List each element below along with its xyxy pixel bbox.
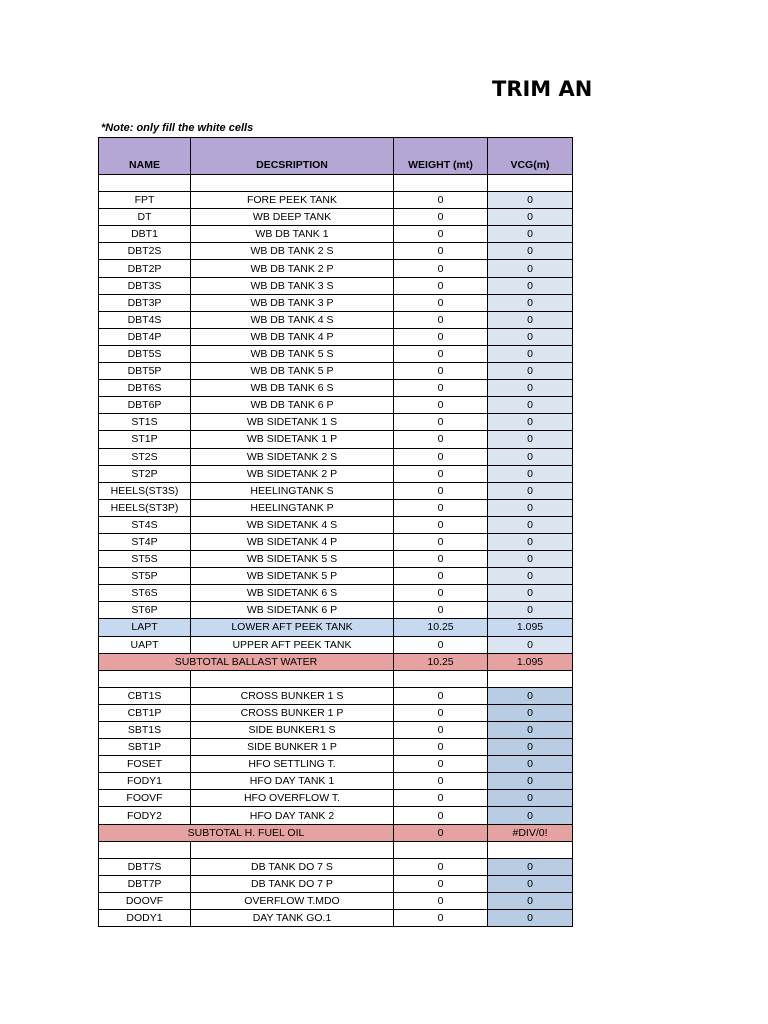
tank-description-cell: OVERFLOW T.MDO	[191, 892, 394, 909]
subtotal-label: SUBTOTAL H. FUEL OIL	[99, 824, 394, 841]
tank-description-cell: WB SIDETANK 1 S	[191, 414, 394, 431]
table-row	[99, 875, 573, 892]
header-row	[99, 138, 573, 175]
table-row	[99, 260, 573, 277]
tank-description-cell: FORE PEEK TANK	[191, 192, 394, 209]
tank-description-cell: SIDE BUNKER1 S	[191, 722, 394, 739]
vcg-cell: 0	[488, 226, 573, 243]
vcg-cell: 0	[488, 345, 573, 362]
tank-name-cell: SBT1P	[99, 739, 191, 756]
tank-name-cell: FODY1	[99, 773, 191, 790]
vcg-cell: 0	[488, 192, 573, 209]
vcg-cell: 0	[488, 243, 573, 260]
vcg-cell: 0	[488, 397, 573, 414]
vcg-cell: 0	[488, 499, 573, 516]
spacer-cell	[191, 670, 394, 687]
tank-description-cell: HEELINGTANK S	[191, 482, 394, 499]
tank-name-cell: FODY2	[99, 807, 191, 824]
tank-description-cell: HFO DAY TANK 1	[191, 773, 394, 790]
vcg-cell: 0	[488, 431, 573, 448]
spacer-cell	[99, 841, 191, 858]
vcg-cell: 0	[488, 533, 573, 550]
weight-cell[interactable]: 0	[394, 243, 488, 260]
weight-cell[interactable]: 0	[394, 465, 488, 482]
vcg-cell: 0	[488, 363, 573, 380]
vcg-cell: 0	[488, 687, 573, 704]
vcg-cell: 0	[488, 910, 573, 927]
vcg-cell: 0	[488, 875, 573, 892]
weight-cell[interactable]: 0	[394, 773, 488, 790]
table-row	[99, 756, 573, 773]
table-row	[99, 499, 573, 516]
weight-cell[interactable]: 0	[394, 892, 488, 909]
weight-cell[interactable]: 0	[394, 790, 488, 807]
tank-description-cell: WB SIDETANK 5 S	[191, 551, 394, 568]
spacer-cell	[191, 175, 394, 192]
table-row	[99, 533, 573, 550]
table-row	[99, 414, 573, 431]
tank-table	[98, 137, 573, 927]
spacer-cell	[99, 670, 191, 687]
tank-description-cell: WB DB TANK 6 S	[191, 380, 394, 397]
vcg-cell: 0	[488, 414, 573, 431]
tank-name-cell: DOOVF	[99, 892, 191, 909]
table-row	[99, 739, 573, 756]
tank-name-cell: UAPT	[99, 636, 191, 653]
table-row	[99, 704, 573, 721]
spacer-cell	[394, 841, 488, 858]
vcg-cell: 0	[488, 482, 573, 499]
tank-description-cell: WB DB TANK 3 S	[191, 277, 394, 294]
weight-cell[interactable]: 0	[394, 704, 488, 721]
tank-description-cell: DAY TANK GO.1	[191, 910, 394, 927]
tank-description-cell: HFO OVERFLOW T.	[191, 790, 394, 807]
header-name: NAME	[99, 138, 191, 175]
weight-cell[interactable]: 0	[394, 294, 488, 311]
table-row	[99, 892, 573, 909]
vcg-cell: 0	[488, 704, 573, 721]
weight-cell[interactable]: 0	[394, 875, 488, 892]
vcg-cell: 1.095	[488, 619, 573, 636]
table-row	[99, 687, 573, 704]
tank-description-cell: WB SIDETANK 6 P	[191, 602, 394, 619]
tank-name-cell: DBT1	[99, 226, 191, 243]
spacer-cell	[488, 175, 573, 192]
spacer-cell	[394, 175, 488, 192]
tank-name-cell: DBT4S	[99, 311, 191, 328]
vcg-cell: 0	[488, 448, 573, 465]
tank-description-cell: WB DB TANK 4 S	[191, 311, 394, 328]
tank-name-cell: DBT4P	[99, 328, 191, 345]
vcg-cell: 0	[488, 465, 573, 482]
tank-description-cell: DB TANK DO 7 S	[191, 858, 394, 875]
table-row	[99, 551, 573, 568]
weight-cell[interactable]: 0	[394, 277, 488, 294]
tank-name-cell: ST5P	[99, 568, 191, 585]
weight-cell[interactable]: 0	[394, 380, 488, 397]
tank-name-cell: ST1P	[99, 431, 191, 448]
vcg-cell: 0	[488, 585, 573, 602]
tank-name-cell: ST1S	[99, 414, 191, 431]
tank-description-cell: LOWER AFT PEEK TANK	[191, 619, 394, 636]
weight-cell[interactable]: 0	[394, 414, 488, 431]
weight-cell[interactable]: 0	[394, 551, 488, 568]
tank-description-cell: WB DB TANK 5 S	[191, 345, 394, 362]
tank-description-cell: DB TANK DO 7 P	[191, 875, 394, 892]
header-vcg: VCG(m)	[488, 138, 573, 175]
tank-description-cell: HFO DAY TANK 2	[191, 807, 394, 824]
subtotal-vcg: #DIV/0!	[488, 824, 573, 841]
tank-description-cell: WB DB TANK 2 P	[191, 260, 394, 277]
table-row	[99, 448, 573, 465]
tank-name-cell: DBT7P	[99, 875, 191, 892]
vcg-cell: 0	[488, 790, 573, 807]
vcg-cell: 0	[488, 773, 573, 790]
spacer-cell	[394, 670, 488, 687]
table-row	[99, 585, 573, 602]
weight-cell[interactable]: 0	[394, 482, 488, 499]
tank-description-cell: HFO SETTLING T.	[191, 756, 394, 773]
tank-description-cell: WB SIDETANK 4 S	[191, 516, 394, 533]
tank-name-cell: DODY1	[99, 910, 191, 927]
weight-cell[interactable]: 0	[394, 687, 488, 704]
table-row	[99, 858, 573, 875]
tank-name-cell: LAPT	[99, 619, 191, 636]
weight-cell[interactable]: 0	[394, 363, 488, 380]
tank-name-cell: ST4S	[99, 516, 191, 533]
tank-name-cell: ST6S	[99, 585, 191, 602]
vcg-cell: 0	[488, 380, 573, 397]
vcg-cell: 0	[488, 277, 573, 294]
weight-cell[interactable]: 10.25	[394, 619, 488, 636]
table-row	[99, 516, 573, 533]
vcg-cell: 0	[488, 516, 573, 533]
weight-cell[interactable]: 0	[394, 910, 488, 927]
table-row	[99, 431, 573, 448]
tank-name-cell: ST2P	[99, 465, 191, 482]
tank-name-cell: DBT2P	[99, 260, 191, 277]
table-row	[99, 465, 573, 482]
tank-description-cell: WB SIDETANK 6 S	[191, 585, 394, 602]
weight-cell[interactable]: 0	[394, 585, 488, 602]
subtotal-weight: 0	[394, 824, 488, 841]
tank-name-cell: SBT1S	[99, 722, 191, 739]
tank-description-cell: UPPER AFT PEEK TANK	[191, 636, 394, 653]
vcg-cell: 0	[488, 328, 573, 345]
table-row	[99, 363, 573, 380]
tank-description-cell: WB DB TANK 4 P	[191, 328, 394, 345]
table-row	[99, 294, 573, 311]
weight-cell[interactable]: 0	[394, 431, 488, 448]
weight-cell[interactable]: 0	[394, 192, 488, 209]
table-row	[99, 568, 573, 585]
weight-cell[interactable]: 0	[394, 226, 488, 243]
spacer-row	[99, 670, 573, 687]
tank-name-cell: ST6P	[99, 602, 191, 619]
tank-name-cell: DBT6P	[99, 397, 191, 414]
tank-name-cell: DBT2S	[99, 243, 191, 260]
weight-cell[interactable]: 0	[394, 636, 488, 653]
vcg-cell: 0	[488, 311, 573, 328]
table-row	[99, 722, 573, 739]
tank-name-cell: CBT1P	[99, 704, 191, 721]
weight-cell[interactable]: 0	[394, 722, 488, 739]
header-description: DECSRIPTION	[191, 138, 394, 175]
vcg-cell: 0	[488, 209, 573, 226]
tank-name-cell: HEELS(ST3P)	[99, 499, 191, 516]
vcg-cell: 0	[488, 551, 573, 568]
table-row	[99, 192, 573, 209]
spacer-cell	[488, 841, 573, 858]
table-row	[99, 910, 573, 927]
vcg-cell: 0	[488, 756, 573, 773]
tank-description-cell: WB DEEP TANK	[191, 209, 394, 226]
spacer-cell	[488, 670, 573, 687]
vcg-cell: 0	[488, 739, 573, 756]
weight-cell[interactable]: 0	[394, 209, 488, 226]
table-row	[99, 397, 573, 414]
table-row	[99, 243, 573, 260]
vcg-cell: 0	[488, 568, 573, 585]
weight-cell[interactable]: 0	[394, 533, 488, 550]
table-row	[99, 380, 573, 397]
subtotal-row	[99, 824, 573, 841]
table-row	[99, 773, 573, 790]
weight-cell[interactable]: 0	[394, 516, 488, 533]
tank-description-cell: HEELINGTANK P	[191, 499, 394, 516]
vcg-cell: 0	[488, 722, 573, 739]
subtotal-label: SUBTOTAL BALLAST WATER	[99, 653, 394, 670]
note-text: *Note: only fill the white cells	[101, 122, 254, 134]
tank-description-cell: CROSS BUNKER 1 S	[191, 687, 394, 704]
weight-cell[interactable]: 0	[394, 448, 488, 465]
tank-description-cell: SIDE BUNKER 1 P	[191, 739, 394, 756]
spacer-cell	[99, 175, 191, 192]
tank-name-cell: CBT1S	[99, 687, 191, 704]
table-row	[99, 328, 573, 345]
table-row	[99, 602, 573, 619]
vcg-cell: 0	[488, 636, 573, 653]
tank-description-cell: WB DB TANK 1	[191, 226, 394, 243]
tank-description-cell: CROSS BUNKER 1 P	[191, 704, 394, 721]
weight-cell[interactable]: 0	[394, 602, 488, 619]
spacer-cell	[191, 841, 394, 858]
vcg-cell: 0	[488, 294, 573, 311]
weight-cell[interactable]: 0	[394, 756, 488, 773]
weight-cell[interactable]: 0	[394, 260, 488, 277]
tank-description-cell: WB SIDETANK 1 P	[191, 431, 394, 448]
tank-description-cell: WB DB TANK 6 P	[191, 397, 394, 414]
vcg-cell: 0	[488, 892, 573, 909]
tank-description-cell: WB DB TANK 2 S	[191, 243, 394, 260]
sheet-title: TRIM AN	[492, 77, 593, 101]
tank-description-cell: WB SIDETANK 4 P	[191, 533, 394, 550]
tank-name-cell: DBT5P	[99, 363, 191, 380]
table-row	[99, 226, 573, 243]
tank-name-cell: FOOVF	[99, 790, 191, 807]
tank-description-cell: WB SIDETANK 2 P	[191, 465, 394, 482]
tank-name-cell: FPT	[99, 192, 191, 209]
weight-cell[interactable]: 0	[394, 311, 488, 328]
vcg-cell: 0	[488, 260, 573, 277]
tank-name-cell: DBT7S	[99, 858, 191, 875]
table-row	[99, 790, 573, 807]
tank-description-cell: WB SIDETANK 2 S	[191, 448, 394, 465]
weight-cell[interactable]: 0	[394, 345, 488, 362]
weight-cell[interactable]: 0	[394, 397, 488, 414]
weight-cell[interactable]: 0	[394, 858, 488, 875]
table-row	[99, 277, 573, 294]
subtotal-vcg: 1.095	[488, 653, 573, 670]
spacer-row	[99, 841, 573, 858]
tank-name-cell: DBT3P	[99, 294, 191, 311]
tank-name-cell: DBT5S	[99, 345, 191, 362]
vcg-cell: 0	[488, 858, 573, 875]
vcg-cell: 0	[488, 807, 573, 824]
table-row	[99, 311, 573, 328]
weight-cell[interactable]: 0	[394, 807, 488, 824]
table-row	[99, 345, 573, 362]
weight-cell[interactable]: 0	[394, 499, 488, 516]
tank-name-cell: DBT6S	[99, 380, 191, 397]
tank-description-cell: WB SIDETANK 5 P	[191, 568, 394, 585]
table-row	[99, 619, 573, 636]
subtotal-weight: 10.25	[394, 653, 488, 670]
table-row	[99, 209, 573, 226]
tank-name-cell: DT	[99, 209, 191, 226]
subtotal-row	[99, 653, 573, 670]
weight-cell[interactable]: 0	[394, 739, 488, 756]
tank-name-cell: FOSET	[99, 756, 191, 773]
weight-cell[interactable]: 0	[394, 568, 488, 585]
weight-cell[interactable]: 0	[394, 328, 488, 345]
tank-name-cell: HEELS(ST3S)	[99, 482, 191, 499]
header-weight: WEIGHT (mt)	[394, 138, 488, 175]
tank-name-cell: ST2S	[99, 448, 191, 465]
tank-description-cell: WB DB TANK 3 P	[191, 294, 394, 311]
table-row	[99, 807, 573, 824]
table-row	[99, 636, 573, 653]
spacer-row	[99, 175, 573, 192]
table-row	[99, 482, 573, 499]
vcg-cell: 0	[488, 602, 573, 619]
tank-name-cell: ST4P	[99, 533, 191, 550]
tank-description-cell: WB DB TANK 5 P	[191, 363, 394, 380]
tank-name-cell: DBT3S	[99, 277, 191, 294]
tank-name-cell: ST5S	[99, 551, 191, 568]
